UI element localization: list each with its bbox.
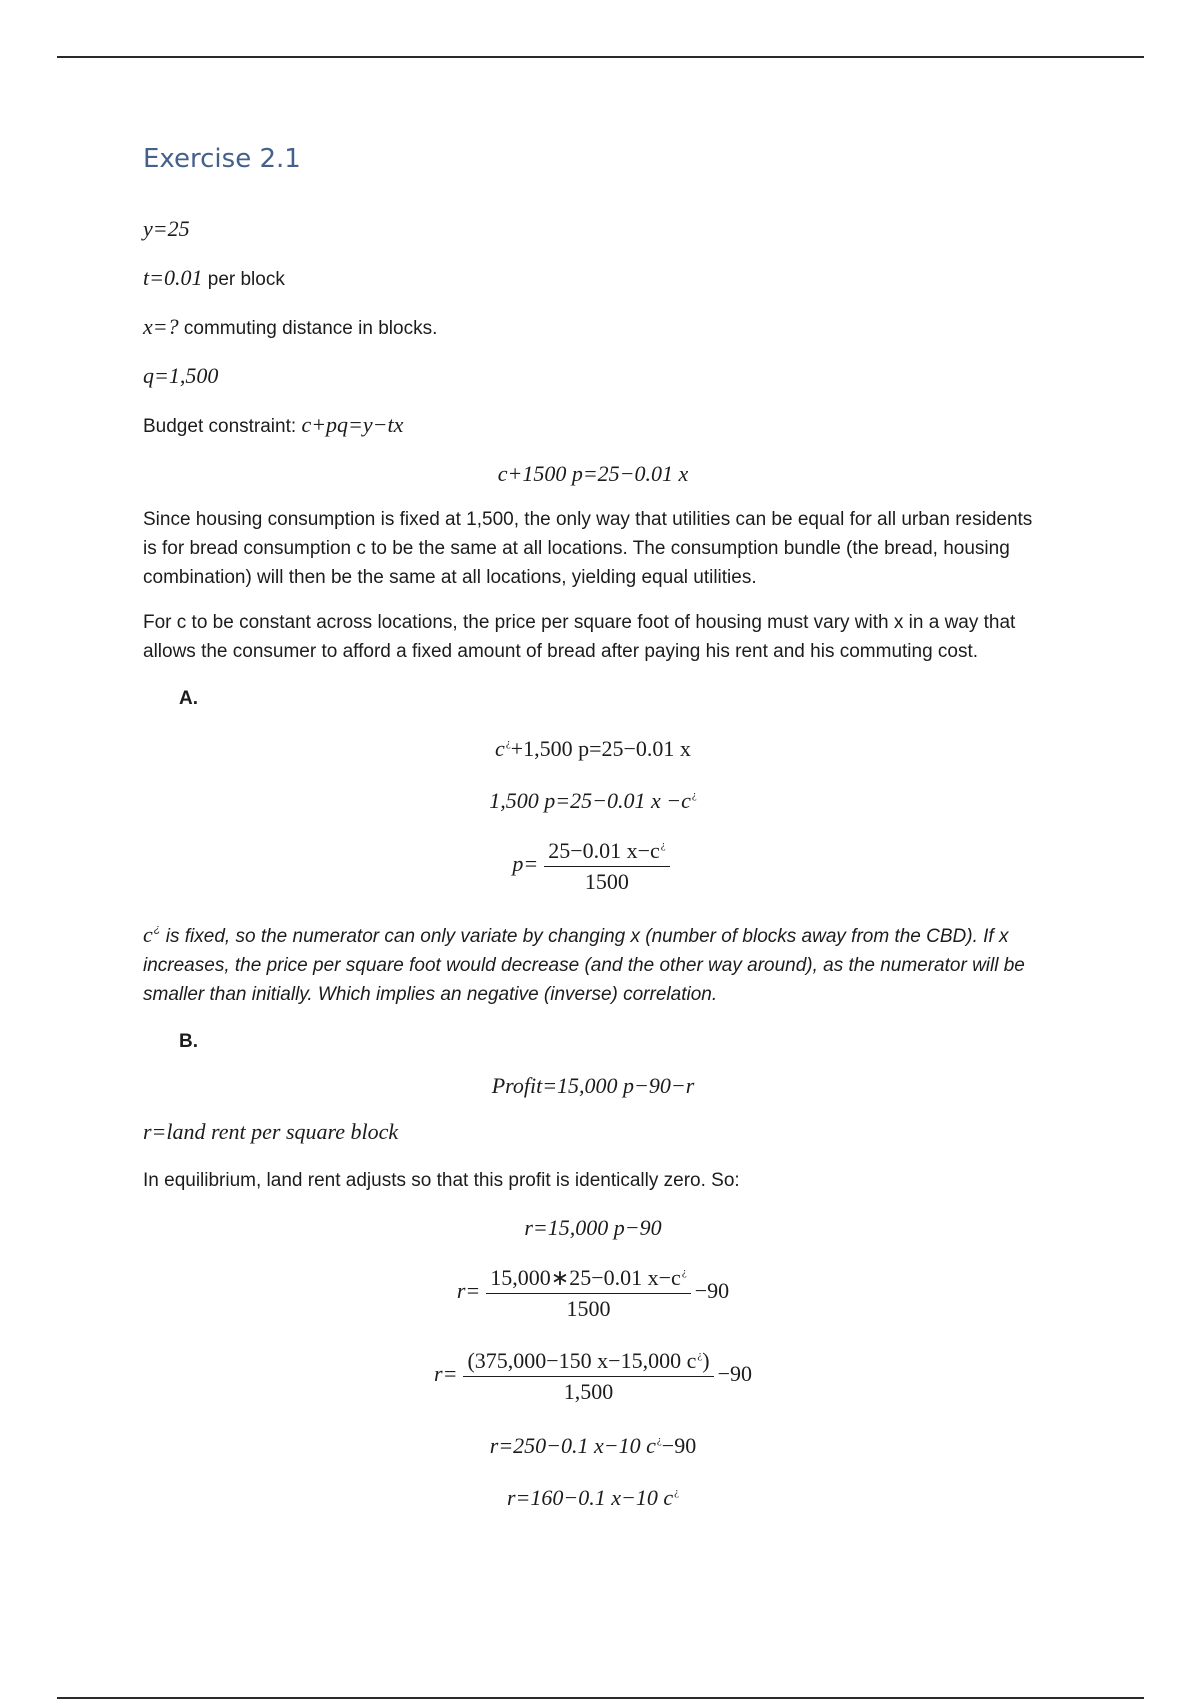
part-a-eq2: 1,500 p=25−0.01 x −c¿ (489, 788, 697, 813)
equilibrium-text: In equilibrium, land rent adjusts so that this profit is identically zero. So: (143, 1170, 740, 1191)
part-a-eq3: p= $\frac{25-0.01 x-c^¿}{1500}$ (143, 832, 1043, 895)
rent-definition: r=land rent per square block (143, 1119, 399, 1144)
rent-fraction-1: $\frac{15,000∗25-0.01 x-c^¿}{1500}$ (486, 1259, 690, 1322)
given-y: y=25 (143, 216, 190, 241)
part-a-eq1: c¿+1,500 p=25−0.01 x (495, 736, 691, 761)
rent-fraction-2: $\frac{(375,000-150 x-15,000 c^¿)}{1,500}$ (463, 1342, 713, 1405)
part-b-eq1: r=15,000 p−90 (524, 1215, 662, 1240)
budget-constraint: Budget constraint: c+pq=y−tx (143, 412, 404, 437)
profit-equation: Profit=15,000 p−90−r (491, 1073, 695, 1098)
part-b-eq4: r=250−0.1 x−10 c¿−90 (489, 1433, 697, 1458)
part-b-label: B. (179, 1031, 198, 1052)
part-a-label: A. (179, 688, 198, 709)
given-q: q=1,500 (143, 363, 219, 388)
part-b-eq5: r=160−0.1 x−10 c¿ (506, 1485, 680, 1510)
paragraph-price: For c to be constant across locations, the price per square foot of housing must vary with x in a way that allows the consumer to afford a fixed amount of bread after paying his rent and his commuting cost. (143, 612, 1016, 662)
price-fraction: $\frac{25-0.01 x-c^¿}{1500}$ (544, 832, 669, 895)
given-x: x=? commuting distance in blocks. (143, 314, 438, 339)
part-a-explanation: c¿ is fixed, so the numerator can only variate by changing x (number of blocks away from the CBD). If x increases, the price per square foot would decrease (and the other way around), as the numerator will be smaller than initially. Which implies an negative (inverse) correlation. (143, 922, 1025, 1005)
footer-rule (57, 1697, 1144, 1699)
given-t: t=0.01 per block (143, 265, 285, 290)
part-b-eq2: r= $\frac{15,000∗25-0.01 x-c^¿}{1500}$ −90 (143, 1259, 1043, 1322)
header-rule (57, 56, 1144, 58)
page-title: Exercise 2.1 (143, 144, 301, 174)
budget-equation: c+1500 p=25−0.01 x (497, 461, 689, 486)
part-b-eq3: r= $\frac{(375,000-150 x-15,000 c^¿)}{1,500}$ −90 (143, 1342, 1043, 1405)
document-body (143, 136, 1043, 1529)
paragraph-housing: Since housing consumption is fixed at 1,500, the only way that utilities can be equal for all urban residents is for bread consumption c to be the same at all locations. The consumption bundle (the bread, housing combination) will then be the same at all locations, yielding equal utilities. (143, 509, 1033, 588)
